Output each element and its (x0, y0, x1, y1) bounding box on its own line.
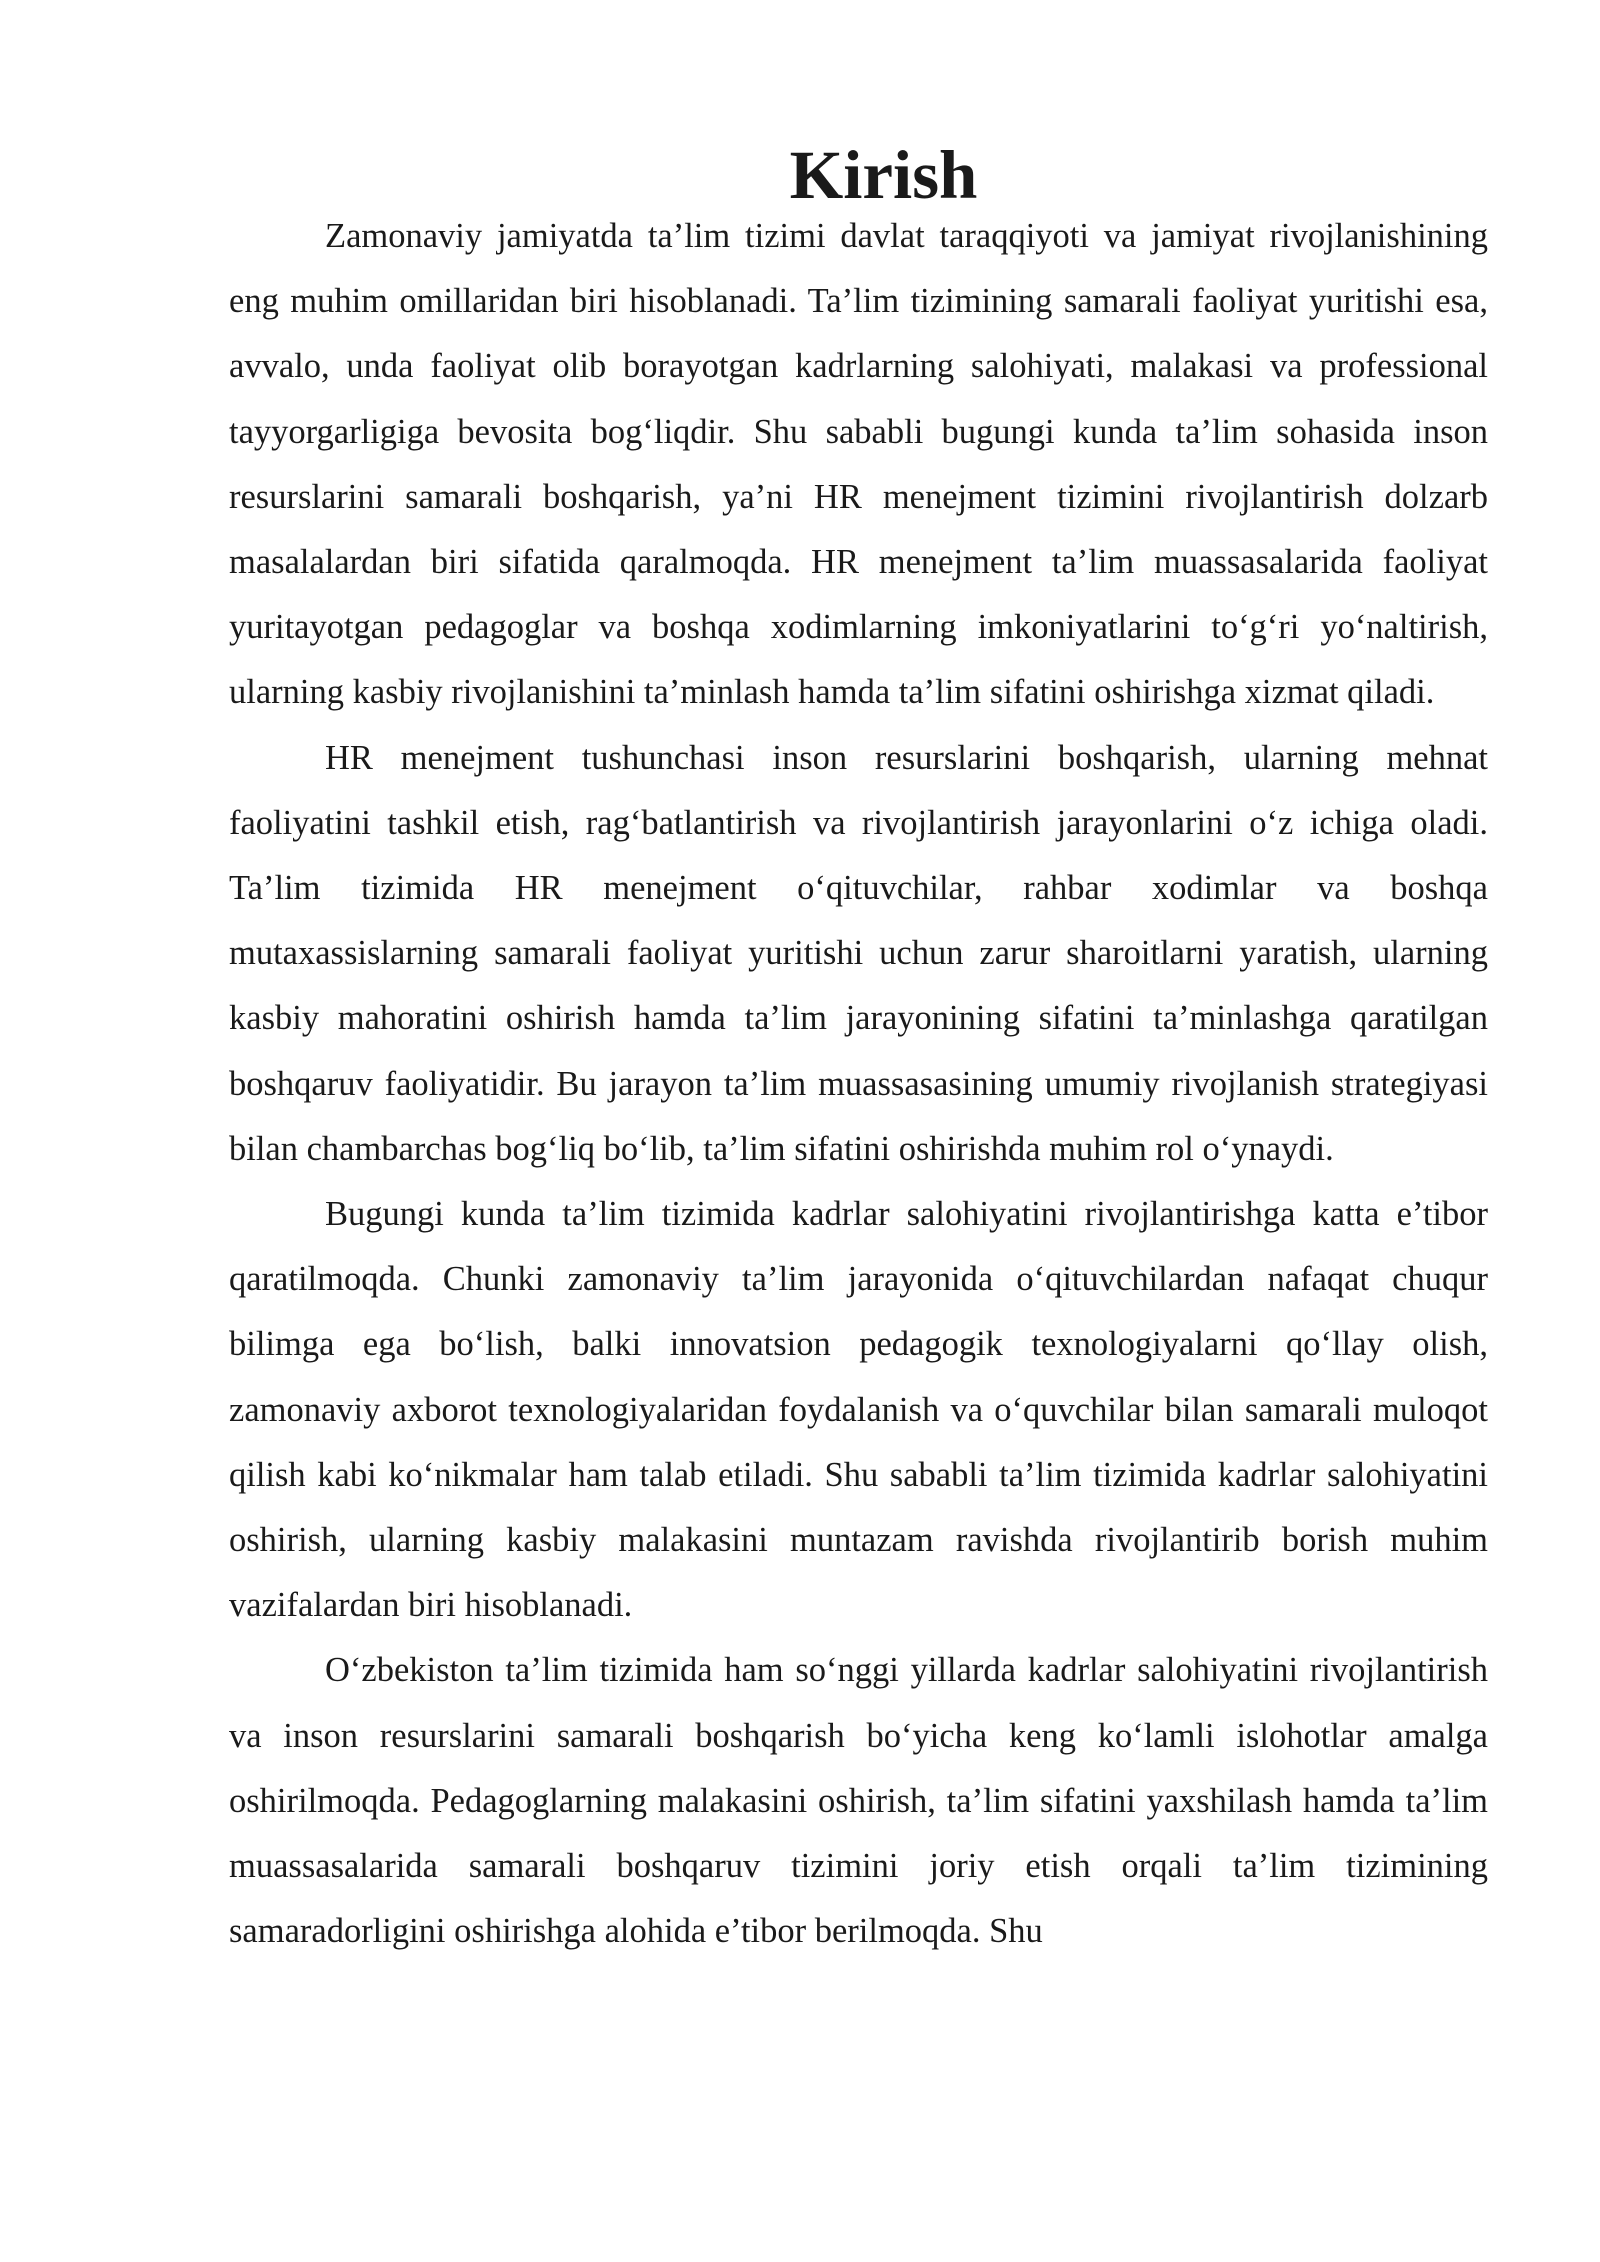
page-title: Kirish (789, 137, 978, 213)
paragraph-2: HR menejment tushunchasi inson resurslarini boshqarish, ularning mehnat faoliyatini tashkil etish, rag‘batlantirish va rivojlantirish jarayonlarini o‘z ichiga oladi. Ta’lim tizimida HR menejment o‘qituvchilar, rahbar xodimlar va boshqa mutaxassislarning samarali faoliyat yuritishi uchun zarur sharoitlarni yaratish, ularning kasbiy mahoratini oshirish hamda ta’lim jarayonining sifatini ta’minlashga qaratilgan boshqaruv faoliyatidir. Bu jarayon ta’lim muassasasining umumiy rivojlanish strategiyasi bilan chambarchas bog‘liq bo‘lib, ta’lim sifatini oshirishda muhim rol o‘ynaydi. (229, 738, 1488, 1168)
paragraph-3: Bugungi kunda ta’lim tizimida kadrlar salohiyatini rivojlantirishga katta e’tibor qaratilmoqda. Chunki zamonaviy ta’lim jarayonida o‘qituvchilardan nafaqat chuqur bilimga ega bo‘lish, balki innovatsion pedagogik texnologiyalarni qo‘llay olish, zamonaviy axborot texnologiyalaridan foydalanish va o‘quvchilar bilan samarali muloqot qilish kabi ko‘nikmalar ham talab etiladi. Shu sababli ta’lim tizimida kadrlar salohiyatini oshirish, ularning kasbiy malakasini muntazam ravishda rivojlantirib borish muhim vazifalardan biri hisoblanadi. (229, 1195, 1488, 1625)
paragraph-4: O‘zbekiston ta’lim tizimida ham so‘nggi yillarda kadrlar salohiyatini rivojlantirish va inson resurslarini samarali boshqarish bo‘yicha keng ko‘lamli islohotlar amalga oshirilmoqda. Pedagoglarning malakasini oshirish, ta’lim sifatini yaxshilash hamda ta’lim muassasalarida samarali boshqaruv tizimini joriy etish orqali ta’lim tizimining samaradorligini oshirishga alohida e’tibor berilmoqda. Shu (229, 1651, 1488, 1951)
document-body (229, 137, 1488, 1964)
paragraph-1: Zamonaviy jamiyatda ta’lim tizimi davlat taraqqiyoti va jamiyat rivojlanishining eng muhim omillaridan biri hisoblanadi. Ta’lim tizimining samarali faoliyat yuritishi esa, avvalo, unda faoliyat olib borayotgan kadrlarning salohiyati, malakasi va professional tayyorgarligiga bevosita bog‘liqdir. Shu sababli bugungi kunda ta’lim sohasida inson resurslarini samarali boshqarish, ya’ni HR menejment tizimini rivojlantirish dolzarb masalalardan biri sifatida qaralmoqda. HR menejment ta’lim muassasalarida faoliyat yuritayotgan pedagoglar va boshqa xodimlarning imkoniyatlarini to‘g‘ri yo‘naltirish, ularning kasbiy rivojlanishini ta’minlash hamda ta’lim sifatini oshirishga xizmat qiladi. (229, 217, 1488, 712)
